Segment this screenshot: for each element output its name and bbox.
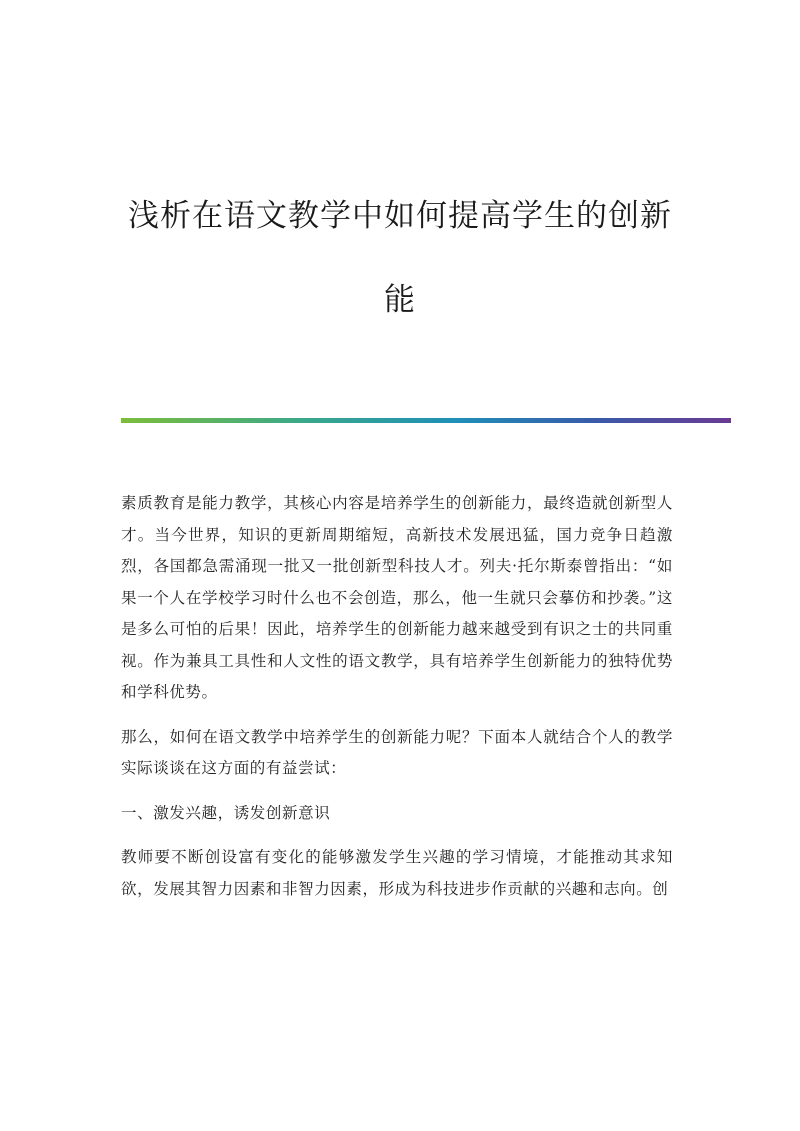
document-title-line-2: 能 [384, 282, 416, 318]
paragraph-intro: 素质教育是能力教学，其核心内容是培养学生的创新能力，最终造就创新型人才。当今世界，知识的更新周期缩短，高新技术发展迅猛，国力竞争日趋激烈，各国都急需涌现一批又一批创新型科技人才。列夫·托尔斯泰曾指出：“如果一个人在学校学习时什么也不会创造，那么，他一生就只会摹仿和抄袭。”这是多么可怕的后果！因此，培养学生的创新能力越来越受到有识之士的共同重视。作为兼具工具性和人文性的语文教学，具有培养学生创新能力的独特优势和学科优势。 [121, 494, 673, 701]
title-divider [121, 418, 731, 423]
document-title-line-1: 浅析在语文教学中如何提高学生的创新 [128, 198, 672, 234]
section-heading-1: 一、激发兴趣，诱发创新意识 [121, 803, 331, 822]
document-body [121, 488, 673, 918]
paragraph-question: 那么，如何在语文教学中培养学生的创新能力呢？下面本人就结合个人的教学实际谈谈在这方面的有益尝试： [121, 727, 673, 777]
paragraph-section-1: 教师要不断创设富有变化的能够激发学生兴趣的学习情境，才能推动其求知欲，发展其智力因素和非智力因素，形成为科技进步作贡献的兴趣和志向。创 [121, 848, 673, 898]
